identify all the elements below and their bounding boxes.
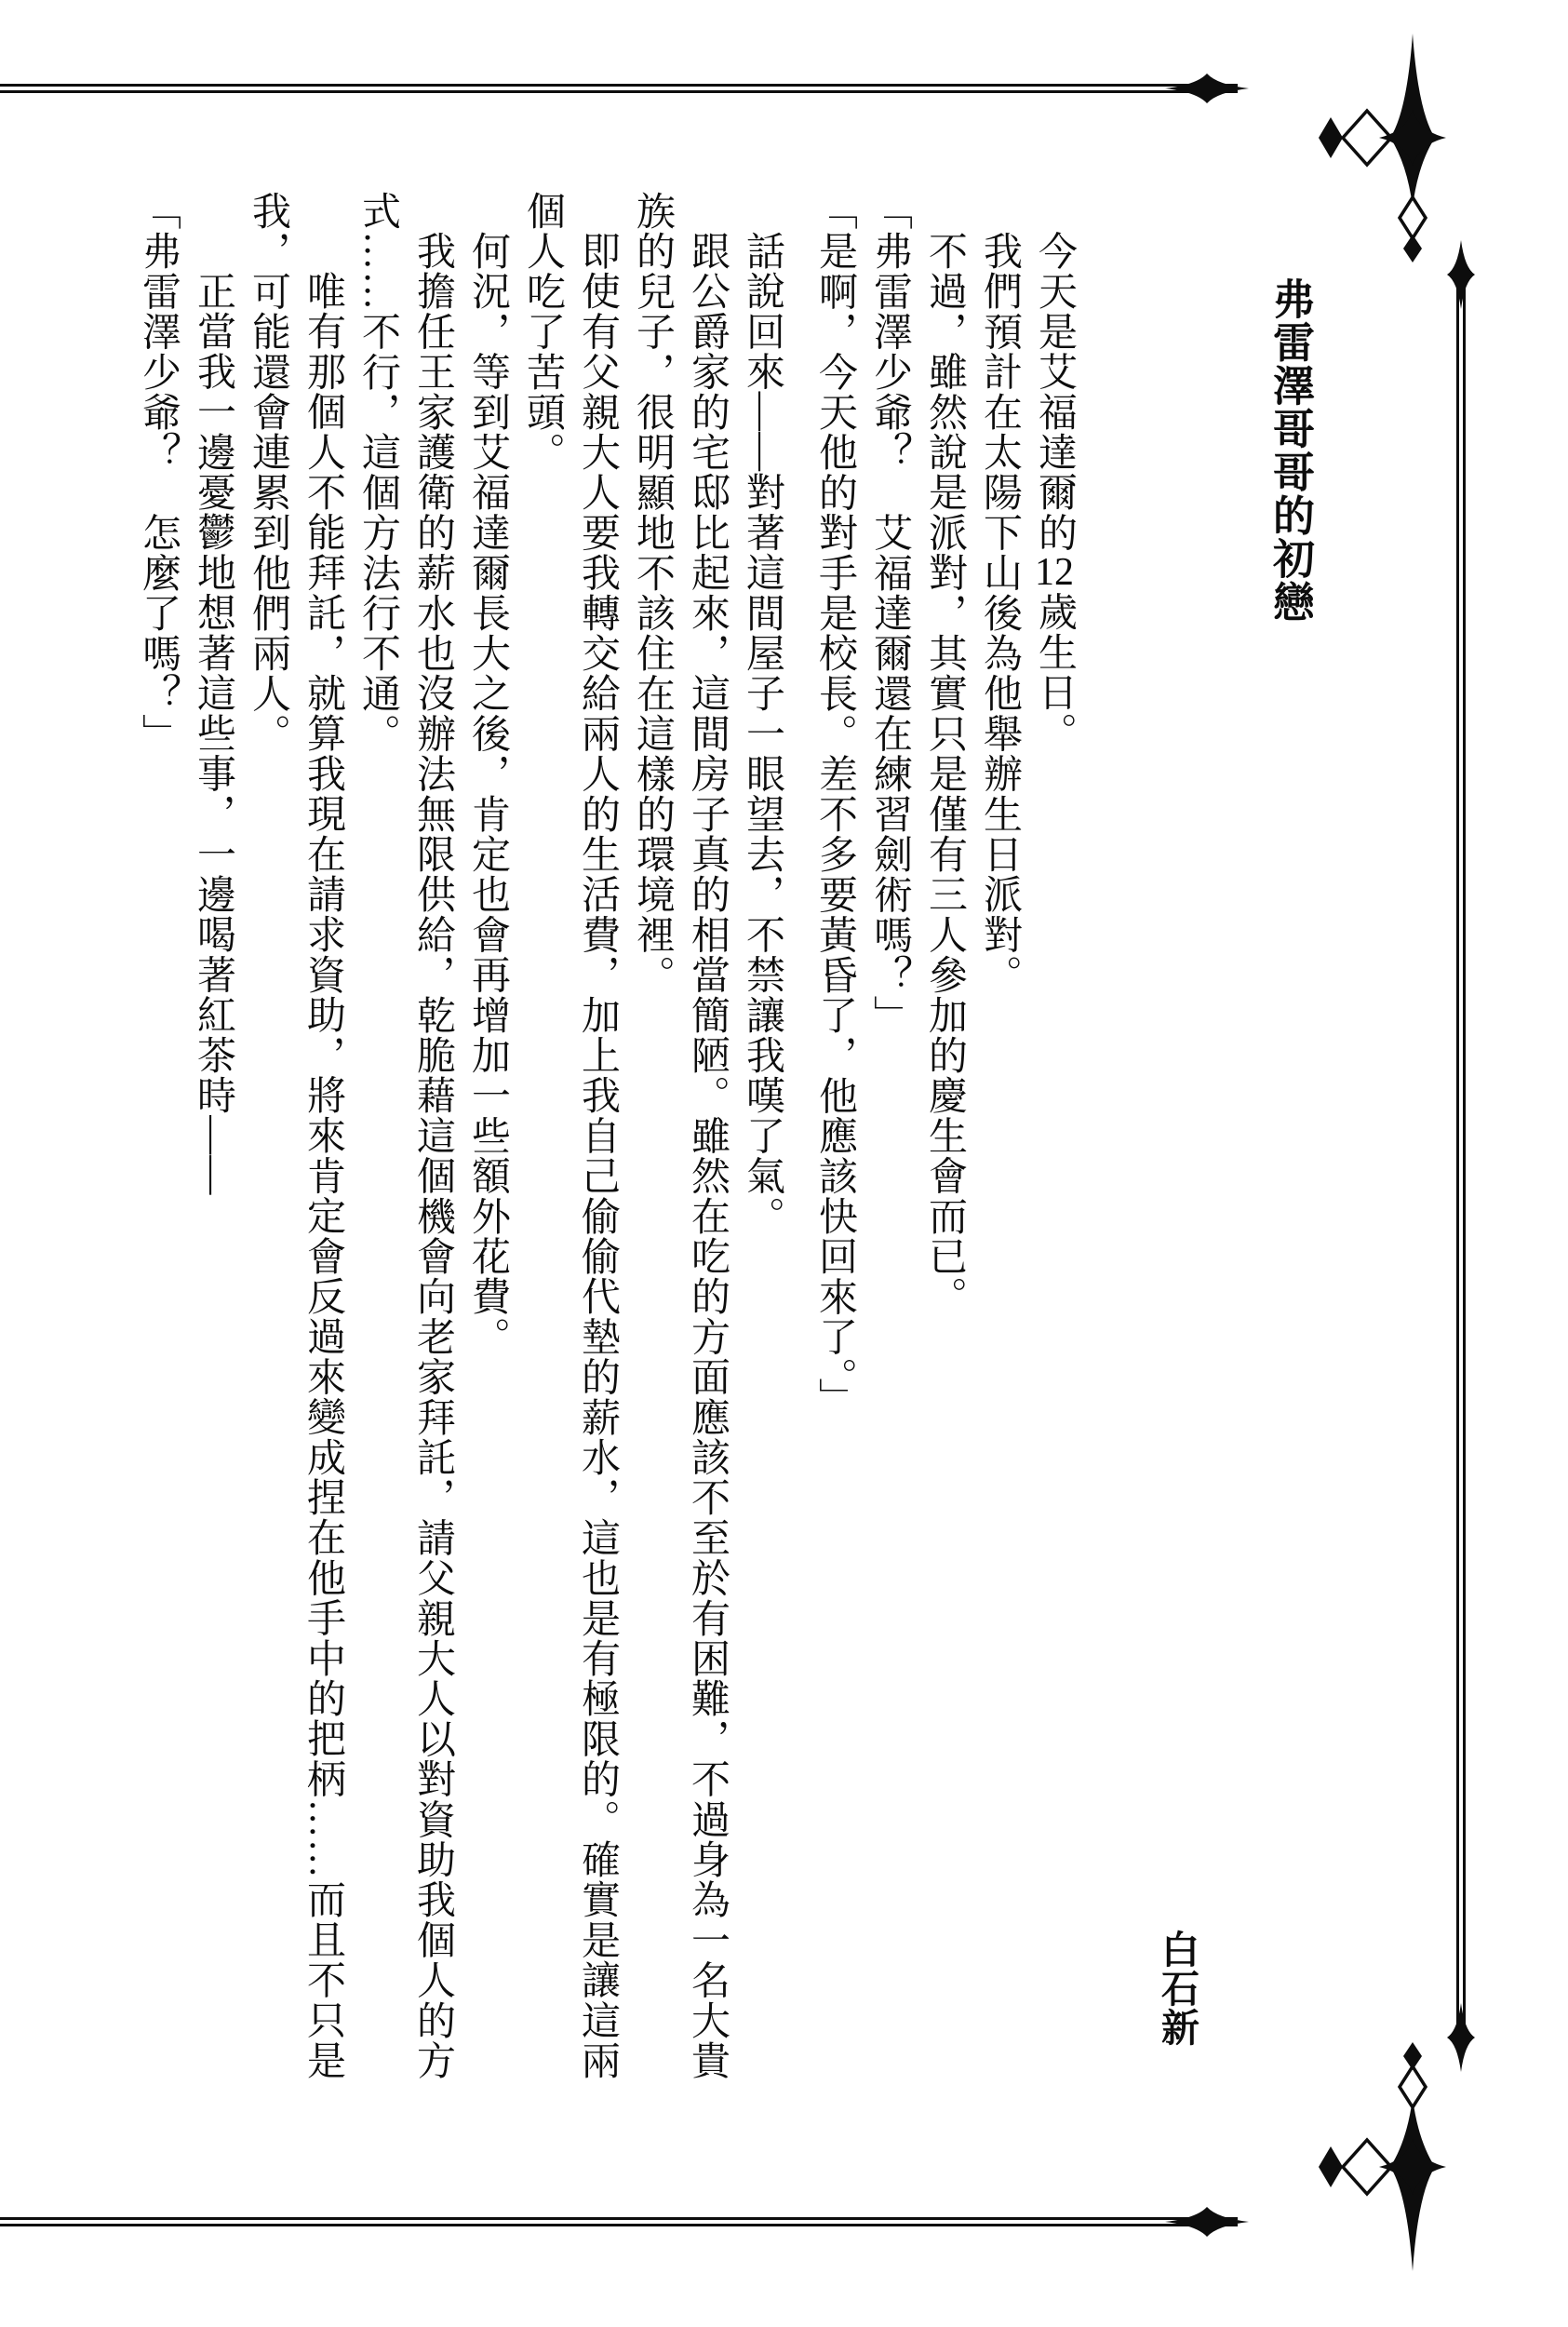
paragraph: 「弗雷澤少爺？ 怎麼了嗎？」 bbox=[137, 191, 180, 754]
paragraph: 跟公爵家的宅邸比起來，這間房子真的相當簡陋。雖然在吃的方面應該不至於有困難，不過身為一名大貴族的兒子，很明顯地不該住在這樣的環境裡。 bbox=[631, 191, 729, 2081]
paragraph: 唯有那個人不能拜託，就算我現在請求資助，將來肯定會反過來變成捏在他手中的把柄……而且不只是我，可能還會連累到他們兩人。 bbox=[247, 191, 344, 2080]
paragraph: 不過，雖然說是派對，其實只是僅有三人參加的慶生會而已。 bbox=[923, 231, 966, 1317]
story-body bbox=[127, 191, 1081, 2099]
top-rule-finial-icon bbox=[1165, 74, 1249, 103]
paragraph: 正當我一邊憂鬱地想著這些事，一邊喝著紅茶時—— bbox=[192, 271, 235, 1196]
right-rule bbox=[1456, 279, 1466, 2034]
paragraph: 「是啊，今天他的對手是校長。差不多要黃昏了，他應該快回來了。」 bbox=[813, 191, 856, 1419]
bottom-rule bbox=[0, 2217, 1238, 2226]
story-title: 弗雷澤哥哥的初戀 bbox=[1266, 277, 1313, 624]
paragraph: 「弗雷澤少爺？ 艾福達爾還在練習劍術嗎？」 bbox=[868, 191, 911, 1036]
paragraph: 我們預計在太陽下山後為他舉辦生日派對。 bbox=[978, 231, 1021, 995]
top-rule bbox=[0, 84, 1238, 93]
paragraph: 話說回來——對著這間屋子一眼望去，不禁讓我嘆了氣。 bbox=[741, 231, 784, 1236]
bottom-right-cross-ornament-icon bbox=[1310, 2040, 1452, 2271]
paragraph: 今天是艾福達爾的12歲生日。 bbox=[1033, 231, 1076, 753]
horizontal-number: 12 bbox=[1035, 552, 1074, 592]
paragraph: 我擔任王家護衛的薪水也沒辦法無限供給，乾脆藉這個機會向老家拜託，請父親大人以對資助我個人的方式……不行，這個方法行不通。 bbox=[356, 191, 454, 2081]
author-name: 白石新 bbox=[1156, 1930, 1199, 2047]
paragraph: 何況，等到艾福達爾長大之後，肯定也會再增加一些額外花費。 bbox=[466, 231, 509, 1357]
paragraph: 即使有父親大人要我轉交給兩人的生活費，加上我自己偷偷代墊的薪水，這也是有極限的。確實是讓這兩個人吃了苦頭。 bbox=[521, 191, 619, 2081]
top-right-cross-ornament-icon bbox=[1310, 34, 1452, 264]
bottom-rule-finial-icon bbox=[1165, 2207, 1249, 2237]
